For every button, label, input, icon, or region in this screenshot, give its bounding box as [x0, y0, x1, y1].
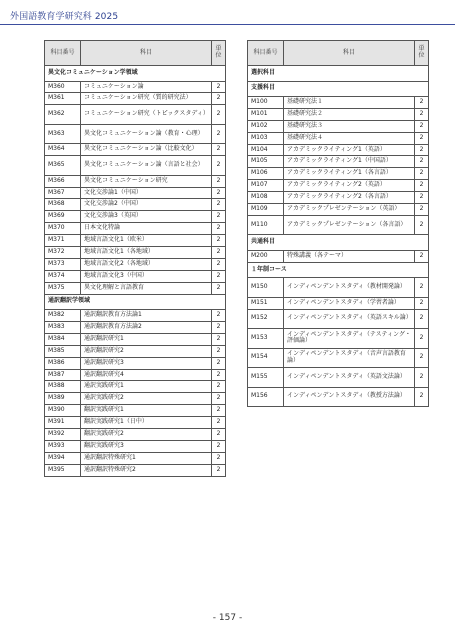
course-row — [45, 464, 226, 476]
course-name: アカデミックライティング2（英語） — [284, 180, 415, 192]
course-code: M382 — [45, 310, 81, 322]
course-credits: 2 — [212, 270, 226, 282]
course-credits: 2 — [415, 215, 429, 235]
course-name: 翻訳実践研究1（日中） — [81, 417, 212, 429]
course-credits: 2 — [415, 250, 429, 262]
course-row — [45, 105, 226, 125]
course-code: M385 — [45, 345, 81, 357]
course-row — [45, 144, 226, 156]
course-credits: 2 — [212, 369, 226, 381]
course-name: 通訳翻訳特殊研究2 — [81, 464, 212, 476]
course-credits: 2 — [212, 175, 226, 187]
course-code: M108 — [248, 192, 284, 204]
course-code: M200 — [248, 250, 284, 262]
course-row — [45, 258, 226, 270]
course-name: 基礎研究法３ — [284, 120, 415, 132]
course-row — [45, 211, 226, 223]
section-heading: １年制コース — [248, 262, 429, 278]
course-credits: 2 — [212, 105, 226, 125]
course-name: 日本文化特論 — [81, 223, 212, 235]
course-name: 通訳実践研究2 — [81, 393, 212, 405]
course-credits: 2 — [212, 223, 226, 235]
course-code: M106 — [248, 168, 284, 180]
course-row — [45, 187, 226, 199]
course-code: M107 — [248, 180, 284, 192]
course-code: M101 — [248, 108, 284, 120]
course-code: M366 — [45, 175, 81, 187]
course-name: インディペンデントスタディ（学習者論） — [284, 297, 415, 309]
page-header-title: 外国語教育学研究科 2025 — [10, 12, 119, 22]
course-row — [248, 108, 429, 120]
col-header-code: 科目番号 — [248, 41, 284, 66]
col-header-code: 科目番号 — [45, 41, 81, 66]
course-row — [45, 223, 226, 235]
course-name: 翻訳実践研究2 — [81, 428, 212, 440]
course-row — [248, 309, 429, 329]
course-code: M372 — [45, 247, 81, 259]
course-name: 地域言語文化3（中国） — [81, 270, 212, 282]
course-credits: 2 — [212, 258, 226, 270]
course-row — [45, 282, 226, 294]
course-name: 翻訳実践研究1 — [81, 405, 212, 417]
course-row — [248, 250, 429, 262]
course-code: M369 — [45, 211, 81, 223]
course-code: M365 — [45, 156, 81, 176]
course-code: M373 — [45, 258, 81, 270]
course-row — [45, 124, 226, 144]
course-code: M386 — [45, 357, 81, 369]
course-name: アカデミックプレゼンテーション（各言語） — [284, 215, 415, 235]
course-name: 通訳翻訳研究4 — [81, 369, 212, 381]
course-code: M109 — [248, 204, 284, 216]
course-row — [248, 204, 429, 216]
section-heading: 支援科目 — [248, 81, 429, 97]
col-header-name: 科目 — [284, 41, 415, 66]
course-credits: 2 — [415, 144, 429, 156]
course-code: M151 — [248, 297, 284, 309]
course-code: M389 — [45, 393, 81, 405]
header-rule — [0, 24, 455, 25]
course-code: M387 — [45, 369, 81, 381]
course-name: コミュニケーション研究（トピックスタディ） — [81, 105, 212, 125]
course-row — [45, 199, 226, 211]
course-row — [45, 175, 226, 187]
course-row — [45, 321, 226, 333]
course-credits: 2 — [212, 345, 226, 357]
course-name: 基礎研究法１ — [284, 97, 415, 109]
course-name: 文化交渉論2（中国） — [81, 199, 212, 211]
course-name: 通訳翻訳研究2 — [81, 345, 212, 357]
course-name: 通訳翻訳研究3 — [81, 357, 212, 369]
course-row — [45, 452, 226, 464]
course-name: 異文化コミュニケーション論（比較文化） — [81, 144, 212, 156]
course-credits: 2 — [415, 204, 429, 216]
course-name: 異文化コミュニケーション論（教育・心理） — [81, 124, 212, 144]
section-heading-row — [248, 262, 429, 278]
course-credits: 2 — [212, 282, 226, 294]
course-credits: 2 — [415, 278, 429, 298]
course-name: 異文化コミュニケーション研究 — [81, 175, 212, 187]
course-code: M374 — [45, 270, 81, 282]
course-row — [45, 235, 226, 247]
course-credits: 2 — [212, 381, 226, 393]
course-credits: 2 — [415, 297, 429, 309]
course-name: 地域言語文化1（各地域） — [81, 247, 212, 259]
course-credits: 2 — [212, 417, 226, 429]
course-credits: 2 — [415, 180, 429, 192]
course-row — [248, 329, 429, 349]
section-heading: 共通科目 — [248, 235, 429, 251]
course-name: 通訳翻訳教育方法論2 — [81, 321, 212, 333]
course-credits: 2 — [212, 235, 226, 247]
course-name: 地域言語文化1（欧米） — [81, 235, 212, 247]
course-code: M383 — [45, 321, 81, 333]
course-credits: 2 — [415, 168, 429, 180]
course-code: M394 — [45, 452, 81, 464]
course-row — [248, 168, 429, 180]
course-code: M371 — [45, 235, 81, 247]
course-credits: 2 — [415, 192, 429, 204]
course-name: 特殊講義（各テーマ） — [284, 250, 415, 262]
course-code: M393 — [45, 440, 81, 452]
course-credits: 2 — [415, 329, 429, 349]
section-heading: 異文化コミュニケーション学領域 — [45, 66, 226, 82]
course-credits: 2 — [212, 321, 226, 333]
course-code: M103 — [248, 132, 284, 144]
section-heading: 通訳翻訳学領域 — [45, 294, 226, 310]
course-name: アカデミックライティング1（英語） — [284, 144, 415, 156]
course-credits: 2 — [415, 368, 429, 388]
course-credits: 2 — [212, 211, 226, 223]
course-code: M390 — [45, 405, 81, 417]
course-code: M105 — [248, 156, 284, 168]
course-code: M100 — [248, 97, 284, 109]
course-name: 文化交渉論3（英国） — [81, 211, 212, 223]
course-credits: 2 — [415, 387, 429, 407]
course-row — [248, 215, 429, 235]
course-code: M395 — [45, 464, 81, 476]
course-code: M110 — [248, 215, 284, 235]
course-credits: 2 — [415, 309, 429, 329]
course-code: M375 — [45, 282, 81, 294]
course-name: インディペンデントスタディ（テスティング・評価論） — [284, 329, 415, 349]
course-name: 通訳翻訳研究1 — [81, 333, 212, 345]
course-credits: 2 — [415, 348, 429, 368]
course-name: コミュニケーション論 — [81, 81, 212, 93]
course-name: インディペンデントスタディ（教材開発論） — [284, 278, 415, 298]
course-name: 通訳翻訳特殊研究1 — [81, 452, 212, 464]
course-name: アカデミックライティング1（各言語） — [284, 168, 415, 180]
course-row — [248, 368, 429, 388]
section-heading-row — [248, 235, 429, 251]
course-code: M370 — [45, 223, 81, 235]
course-credits: 2 — [415, 120, 429, 132]
course-credits: 2 — [212, 81, 226, 93]
course-code: M362 — [45, 105, 81, 125]
course-row — [248, 144, 429, 156]
course-name: インディペンデントスタディ（教授方法論） — [284, 387, 415, 407]
course-name: 地域言語文化2（各地域） — [81, 258, 212, 270]
course-credits: 2 — [212, 144, 226, 156]
course-credits: 2 — [212, 187, 226, 199]
course-name: 翻訳実践研究3 — [81, 440, 212, 452]
course-credits: 2 — [415, 132, 429, 144]
course-code: M363 — [45, 124, 81, 144]
table-header-row — [248, 41, 429, 66]
course-credits: 2 — [415, 97, 429, 109]
course-name: インディペンデントスタディ（英語文法論） — [284, 368, 415, 388]
course-code: M150 — [248, 278, 284, 298]
course-credits: 2 — [212, 247, 226, 259]
course-code: M364 — [45, 144, 81, 156]
course-row — [45, 393, 226, 405]
section-heading-row — [45, 66, 226, 82]
course-row — [45, 93, 226, 105]
course-code: M360 — [45, 81, 81, 93]
course-row — [45, 270, 226, 282]
course-name: 通訳実践研究1 — [81, 381, 212, 393]
course-code: M367 — [45, 187, 81, 199]
course-row — [45, 345, 226, 357]
course-row — [248, 387, 429, 407]
page-number: - 157 - — [212, 613, 243, 623]
course-row — [248, 192, 429, 204]
course-credits: 2 — [415, 156, 429, 168]
course-credits: 2 — [212, 310, 226, 322]
course-name: インディペンデントスタディ（音声言語教育論） — [284, 348, 415, 368]
course-row — [45, 440, 226, 452]
course-row — [45, 310, 226, 322]
course-row — [248, 348, 429, 368]
course-row — [45, 405, 226, 417]
course-credits: 2 — [212, 464, 226, 476]
col-header-credits: 単位 — [415, 41, 429, 66]
course-code: M384 — [45, 333, 81, 345]
course-code: M361 — [45, 93, 81, 105]
course-code: M154 — [248, 348, 284, 368]
course-name: 文化交渉論1（中国） — [81, 187, 212, 199]
course-credits: 2 — [212, 199, 226, 211]
course-name: アカデミックプレゼンテーション（英語） — [284, 204, 415, 216]
course-credits: 2 — [212, 357, 226, 369]
course-name: インディペンデントスタディ（英語スキル論） — [284, 309, 415, 329]
course-name: 異文化コミュニケーション論（言語と社会） — [81, 156, 212, 176]
course-row — [248, 297, 429, 309]
section-heading-row — [45, 294, 226, 310]
section-heading-row — [248, 66, 429, 82]
course-row — [248, 97, 429, 109]
course-row — [248, 120, 429, 132]
course-row — [45, 156, 226, 176]
section-heading-row — [248, 81, 429, 97]
table-header-row — [45, 41, 226, 66]
course-row — [248, 156, 429, 168]
course-code: M392 — [45, 428, 81, 440]
course-row — [45, 381, 226, 393]
course-code: M104 — [248, 144, 284, 156]
left-course-table — [44, 40, 226, 477]
course-name: 基礎研究法４ — [284, 132, 415, 144]
course-row — [45, 357, 226, 369]
course-row — [45, 81, 226, 93]
right-course-table — [247, 40, 429, 407]
course-code: M391 — [45, 417, 81, 429]
course-code: M152 — [248, 309, 284, 329]
course-name: 異文化理解と言語教育 — [81, 282, 212, 294]
course-code: M368 — [45, 199, 81, 211]
course-code: M388 — [45, 381, 81, 393]
course-name: アカデミックライティング2（各言語） — [284, 192, 415, 204]
course-credits: 2 — [415, 108, 429, 120]
course-row — [45, 247, 226, 259]
course-credits: 2 — [212, 124, 226, 144]
course-row — [248, 132, 429, 144]
course-row — [248, 180, 429, 192]
course-credits: 2 — [212, 333, 226, 345]
course-name: コミュニケーション研究（質的研究法） — [81, 93, 212, 105]
col-header-name: 科目 — [81, 41, 212, 66]
section-heading: 選択科目 — [248, 66, 429, 82]
course-credits: 2 — [212, 405, 226, 417]
course-credits: 2 — [212, 156, 226, 176]
course-code: M156 — [248, 387, 284, 407]
course-row — [45, 369, 226, 381]
col-header-credits: 単位 — [212, 41, 226, 66]
course-name: 通訳翻訳教育方法論1 — [81, 310, 212, 322]
course-credits: 2 — [212, 452, 226, 464]
course-credits: 2 — [212, 440, 226, 452]
course-name: アカデミックライティング1（中国語） — [284, 156, 415, 168]
course-code: M102 — [248, 120, 284, 132]
course-row — [248, 278, 429, 298]
course-code: M153 — [248, 329, 284, 349]
course-credits: 2 — [212, 93, 226, 105]
course-row — [45, 417, 226, 429]
course-credits: 2 — [212, 393, 226, 405]
course-credits: 2 — [212, 428, 226, 440]
course-code: M155 — [248, 368, 284, 388]
course-name: 基礎研究法２ — [284, 108, 415, 120]
course-row — [45, 333, 226, 345]
course-row — [45, 428, 226, 440]
